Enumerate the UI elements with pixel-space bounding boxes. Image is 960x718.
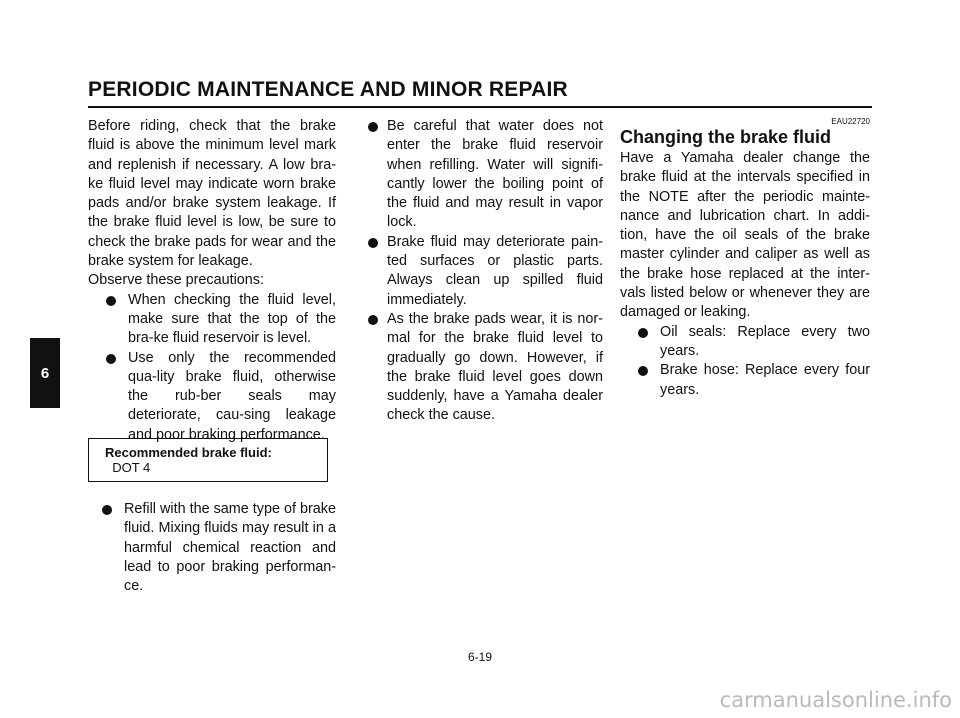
- list-item: Brake fluid may deteriorate pain-ted surfaces or plastic parts. Always clean up spilled fluid immediately.: [368, 233, 603, 310]
- bullet-dot-icon: [106, 354, 116, 364]
- list-item: Oil seals: Replace every two years.: [634, 323, 870, 362]
- recommended-fluid-box: [88, 438, 328, 482]
- watermark-text: carmanualsonline.info: [719, 688, 952, 712]
- section-title: Changing the brake fluid: [620, 127, 832, 147]
- recommended-fluid-label: Recommended brake fluid:: [105, 445, 272, 460]
- list-item: Use only the recommended qua-lity brake fluid, otherwise the rub-ber seals may deteriorate, cau-sing leakage and poor braking performance.: [102, 349, 336, 445]
- bullet-dot-icon: [638, 328, 648, 338]
- list-item: As the brake pads wear, it is nor-mal for the brake fluid level to gradually go down. However, if the brake fluid level goes down suddenly, have a Yamaha dealer check the cause.: [368, 310, 603, 426]
- column-2: [368, 117, 603, 426]
- page-header-title: PERIODIC MAINTENANCE AND MINOR REPAIR: [88, 78, 568, 101]
- list-item: Refill with the same type of brake fluid. Mixing fluids may result in a harmful chemical reaction and lead to poor braking performan-ce.: [102, 500, 336, 596]
- bullet-dot-icon: [102, 505, 112, 515]
- column-1: [88, 117, 336, 445]
- intro-paragraph: Before riding, check that the brake fluid is above the minimum level mark and replenish if necessary. A low bra-ke fluid level may indicate worn brake pads and/or brake system leakage. If the brake fluid level is low, be sure to check the brake pads for wear and the brake system for leakage.: [88, 118, 336, 270]
- bullet-dot-icon: [368, 315, 378, 325]
- chapter-tab: [30, 338, 60, 408]
- column-1-continued: [102, 500, 336, 596]
- reference-code: EAU22720: [831, 117, 870, 126]
- bullet-dot-icon: [368, 122, 378, 132]
- bullet-dot-icon: [368, 238, 378, 248]
- bullet-dot-icon: [106, 296, 116, 306]
- header-divider: [88, 106, 872, 108]
- list-item: Be careful that water does not enter the brake fluid reservoir when refilling. Water will signifi-cantly lower the boiling point of the fluid and may result in vapor lock.: [368, 117, 603, 233]
- page-number: 6-19: [467, 650, 493, 664]
- chapter-tab-label: 6: [40, 364, 50, 382]
- bullet-dot-icon: [638, 366, 648, 376]
- recommended-fluid-value: DOT 4: [112, 460, 151, 475]
- list-item: When checking the fluid level, make sure that the top of the bra-ke fluid reservoir is level.: [102, 291, 336, 349]
- cautions-list: [368, 117, 603, 426]
- list-item: Brake hose: Replace every four years.: [634, 361, 870, 400]
- replacement-list: [634, 323, 870, 400]
- column-3: [620, 117, 870, 400]
- observe-line: Observe these precautions:: [88, 272, 264, 289]
- precautions-list: [102, 291, 336, 445]
- refill-list: [102, 500, 336, 596]
- section-body: Have a Yamaha dealer change the brake fluid at the intervals specified in the NOTE after the periodic mainte-nance and lubrication chart. In addi-tion, have the oil seals of the brake master cylinder and caliper as well as the brake hose replaced at the inter-vals listed below or whenever they are damaged or leaking.: [620, 150, 870, 321]
